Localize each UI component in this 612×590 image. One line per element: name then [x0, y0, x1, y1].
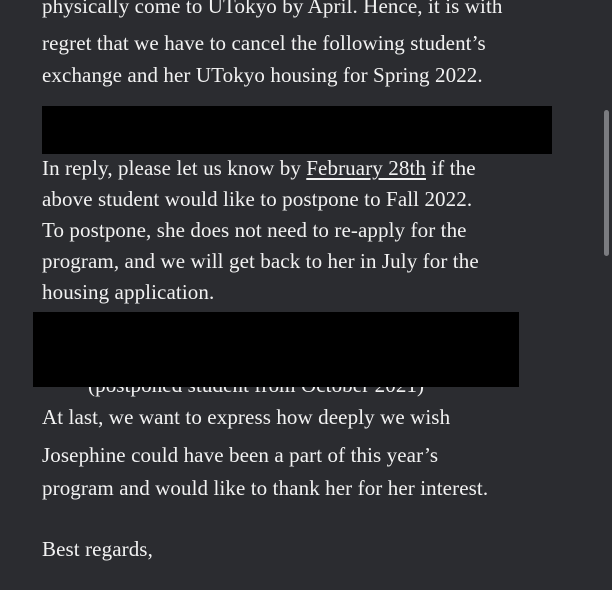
closing-line: Josephine could have been a part of this year’s: [42, 443, 439, 467]
body-line: program, and we will get back to her in July for the: [42, 249, 479, 273]
vertical-scrollbar[interactable]: [604, 110, 609, 256]
signoff: Best regards,: [42, 537, 153, 561]
body-line: regret that we have to cancel the following student’s: [42, 31, 486, 55]
closing-line: At last, we want to express how deeply we wish: [42, 405, 451, 429]
body-line: housing application.: [42, 280, 215, 304]
body-line: To postpone, she does not need to re-apply for the: [42, 218, 467, 242]
body-line: physically come to UTokyo by April. Hence, it is with: [42, 0, 503, 18]
reply-line-1: [42, 156, 476, 180]
reply-text-prefix: In reply, please let us know by: [42, 156, 307, 180]
redaction-bar: [42, 106, 552, 154]
body-line: above student would like to postpone to Fall 2022.: [42, 187, 473, 211]
body-line: exchange and her UTokyo housing for Spring 2022.: [42, 63, 483, 87]
deadline-link[interactable]: February 28th: [306, 156, 426, 180]
redaction-bar: [33, 312, 519, 387]
closing-line: program and would like to thank her for her interest.: [42, 476, 489, 500]
reply-text-suffix: if the: [425, 156, 476, 180]
